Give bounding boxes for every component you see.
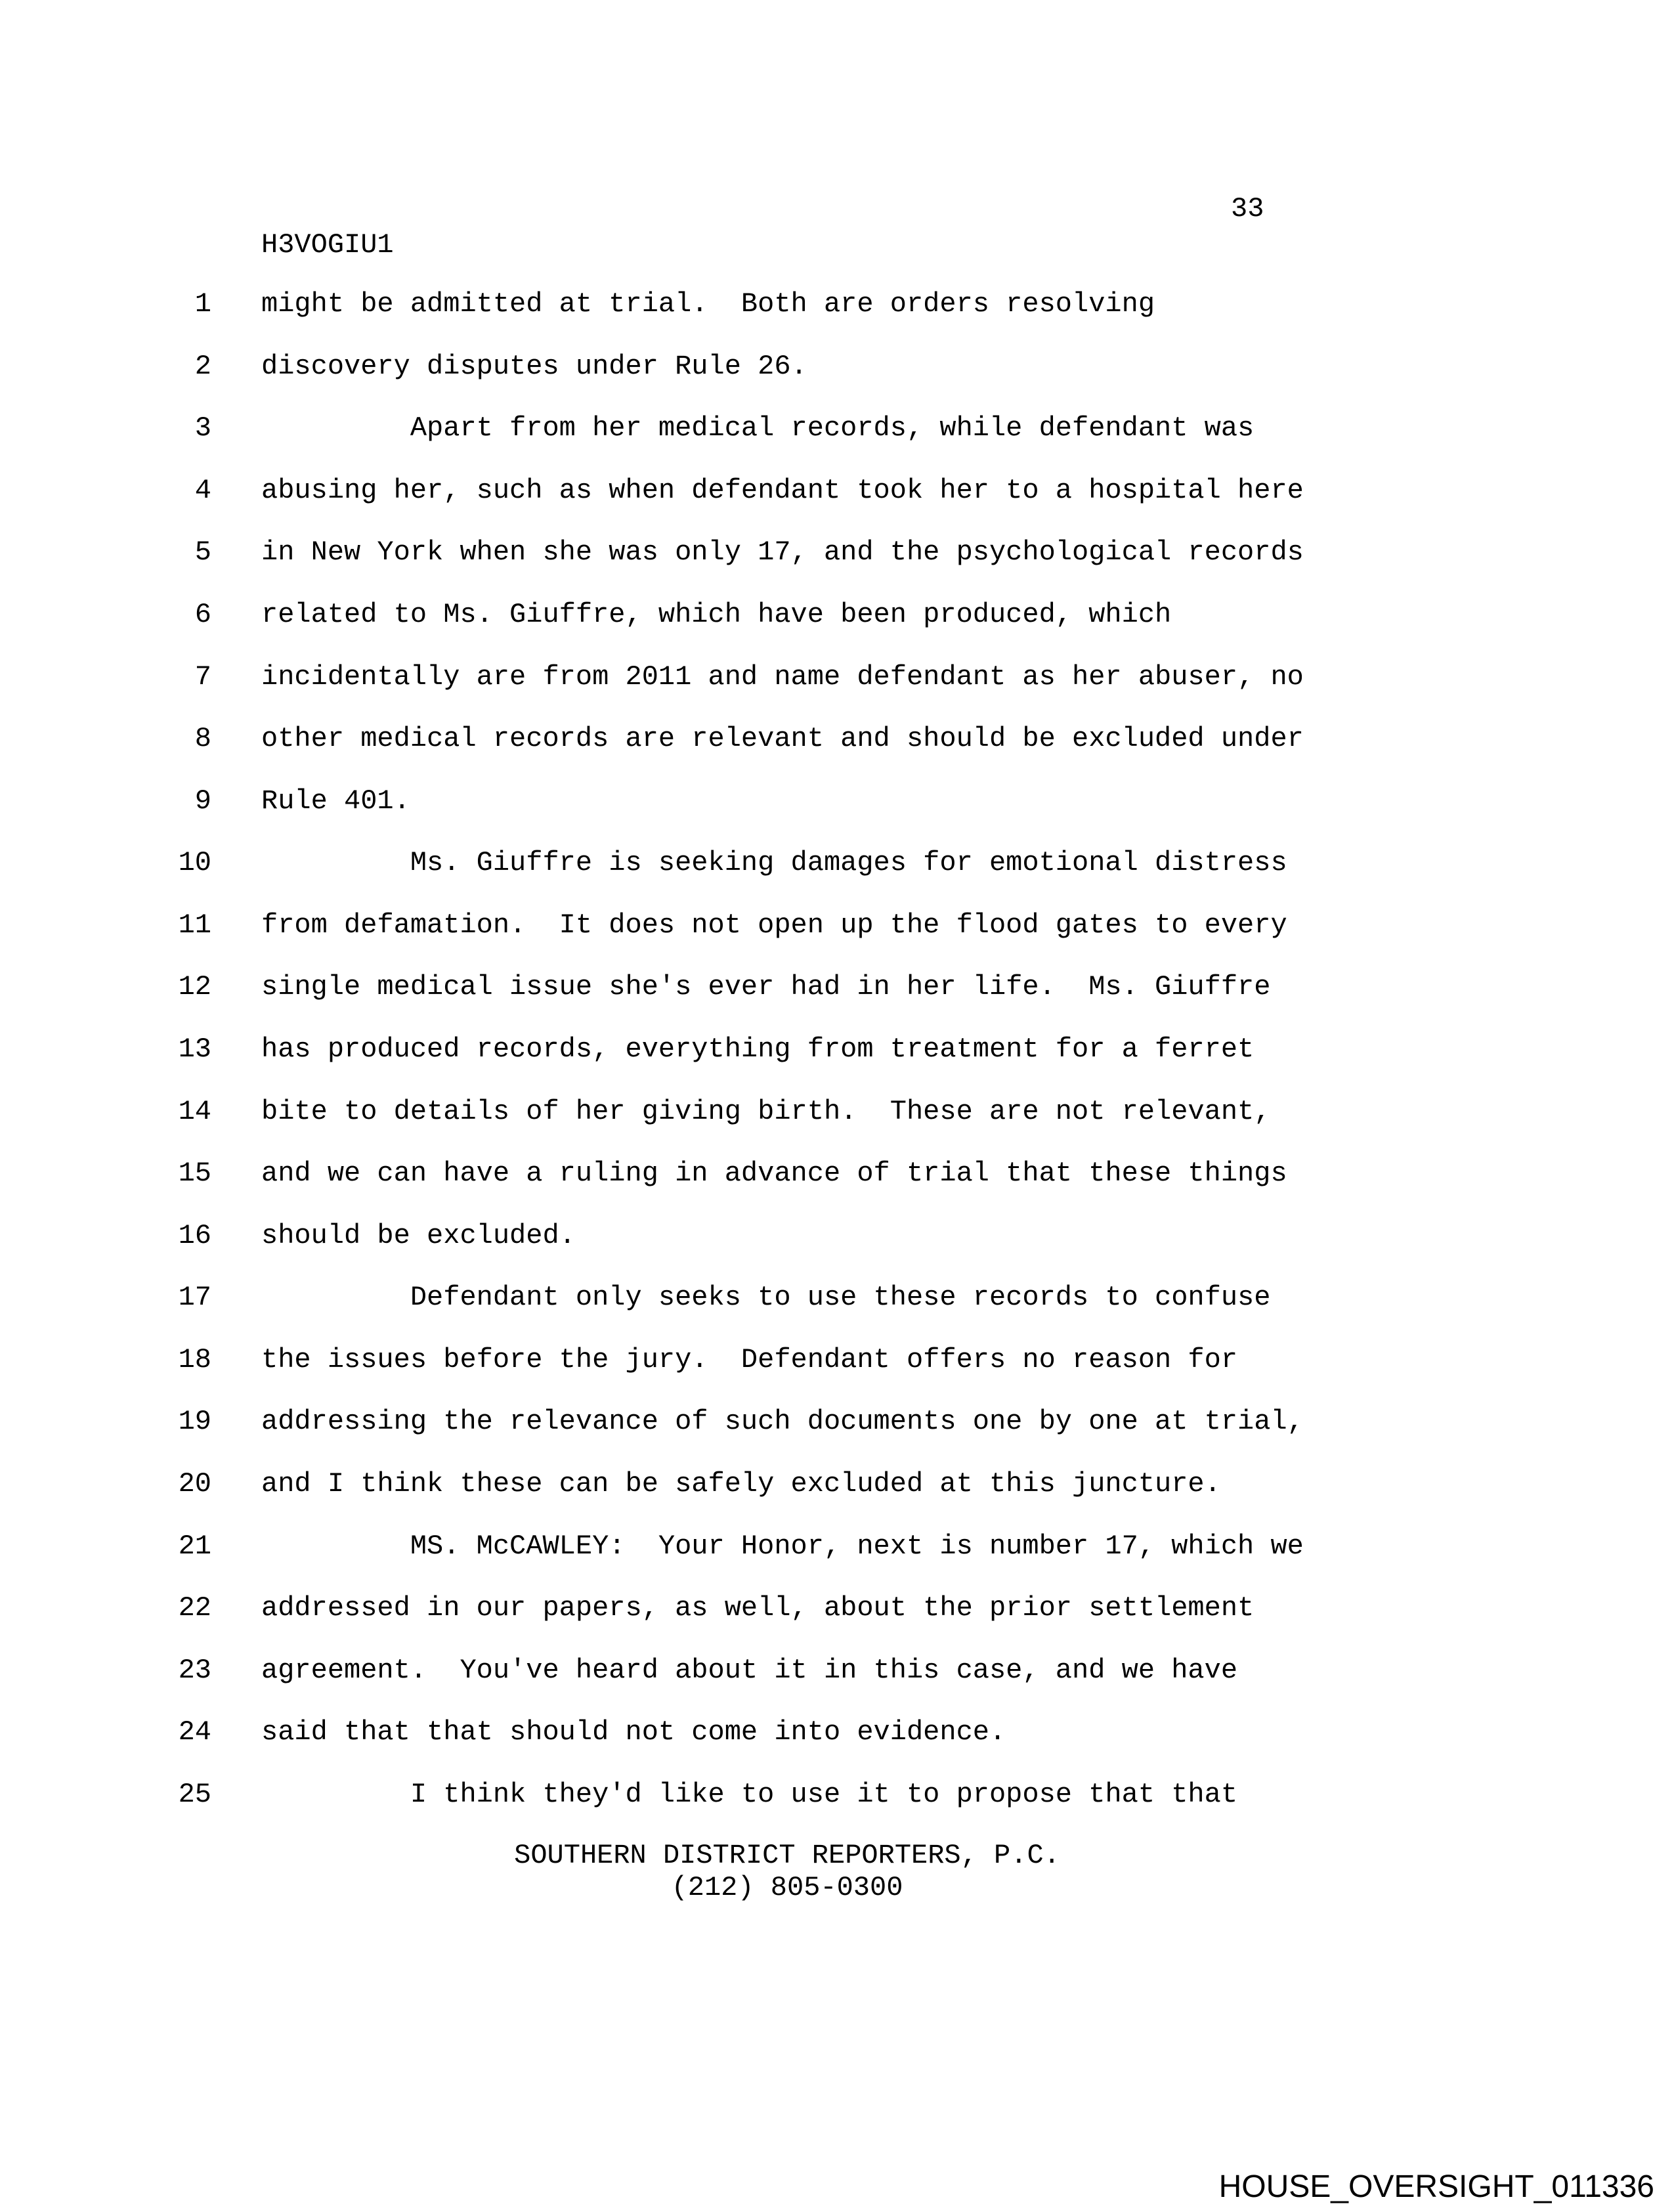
line-text: discovery disputes under Rule 26. — [261, 351, 807, 382]
line-text: I think they'd like to use it to propose that that — [261, 1779, 1238, 1810]
line-number: 8 — [194, 723, 211, 754]
line-number: 7 — [194, 661, 211, 693]
transcript-line — [0, 1781, 1674, 1813]
transcript-line — [0, 725, 1674, 758]
line-text: addressed in our papers, as well, about the prior settlement — [261, 1592, 1255, 1624]
line-text: Defendant only seeks to use these records to confuse — [261, 1282, 1271, 1313]
line-number: 14 — [178, 1096, 211, 1127]
line-number: 9 — [194, 785, 211, 817]
transcript-line — [0, 973, 1674, 1006]
line-text: has produced records, everything from treatment for a ferret — [261, 1033, 1255, 1065]
transcript-line — [0, 1098, 1674, 1131]
line-number: 1 — [194, 288, 211, 320]
transcript-line — [0, 1657, 1674, 1689]
line-text: Ms. Giuffre is seeking damages for emotional distress — [261, 847, 1287, 878]
line-number: 19 — [178, 1406, 211, 1437]
line-number: 10 — [178, 847, 211, 878]
line-text: might be admitted at trial. Both are orders resolving — [261, 288, 1155, 320]
transcript-line — [0, 601, 1674, 634]
transcript-header-id: H3VOGIU1 — [261, 229, 394, 261]
transcript-line — [0, 1718, 1674, 1751]
line-number: 4 — [194, 475, 211, 506]
line-number: 6 — [194, 599, 211, 630]
line-number: 3 — [194, 412, 211, 444]
line-text: Rule 401. — [261, 785, 410, 817]
line-text: the issues before the jury. Defendant offers no reason for — [261, 1344, 1238, 1376]
line-text: incidentally are from 2011 and name defendant as her abuser, no — [261, 661, 1304, 693]
transcript-line — [0, 1594, 1674, 1627]
line-text: abusing her, such as when defendant took her to a hospital here — [261, 475, 1304, 506]
transcript-line — [0, 1160, 1674, 1192]
line-text: related to Ms. Giuffre, which have been produced, which — [261, 599, 1172, 630]
reporter-phone-footer: (212) 805-0300 — [671, 1872, 903, 1903]
line-text: and I think these can be safely excluded at this juncture. — [261, 1468, 1221, 1500]
line-text: single medical issue she's ever had in her life. Ms. Giuffre — [261, 971, 1271, 1003]
line-number: 17 — [178, 1282, 211, 1313]
line-number: 11 — [178, 909, 211, 941]
transcript-line — [0, 290, 1674, 323]
line-text: said that that should not come into evidence. — [261, 1716, 1006, 1748]
line-text: addressing the relevance of such documents one by one at trial, — [261, 1406, 1304, 1437]
line-text: agreement. You've heard about it in this case, and we have — [261, 1655, 1238, 1686]
line-number: 16 — [178, 1220, 211, 1251]
line-text: Apart from her medical records, while defendant was — [261, 412, 1255, 444]
line-number: 12 — [178, 971, 211, 1003]
line-number: 21 — [178, 1530, 211, 1562]
line-number: 23 — [178, 1655, 211, 1686]
transcript-line — [0, 663, 1674, 696]
transcript-line — [0, 538, 1674, 571]
transcript-line — [0, 787, 1674, 820]
line-number: 20 — [178, 1468, 211, 1500]
line-number: 24 — [178, 1716, 211, 1748]
transcript-line — [0, 1532, 1674, 1565]
transcript-line — [0, 1346, 1674, 1379]
line-text: MS. McCAWLEY: Your Honor, next is number 17, which we — [261, 1530, 1304, 1562]
line-text: in New York when she was only 17, and the psychological records — [261, 536, 1304, 568]
transcript-line — [0, 1408, 1674, 1441]
line-text: and we can have a ruling in advance of trial that these things — [261, 1158, 1287, 1189]
bates-stamp-watermark: HOUSE_OVERSIGHT_011336 — [1218, 2169, 1654, 2204]
line-number: 22 — [178, 1592, 211, 1624]
line-number: 13 — [178, 1033, 211, 1065]
line-number: 25 — [178, 1779, 211, 1810]
transcript-line — [0, 477, 1674, 510]
transcript-line — [0, 911, 1674, 944]
line-number: 15 — [178, 1158, 211, 1189]
transcript-line — [0, 849, 1674, 882]
transcript-line — [0, 1284, 1674, 1316]
transcript-line — [0, 1222, 1674, 1255]
line-text: bite to details of her giving birth. These are not relevant, — [261, 1096, 1271, 1127]
line-number: 18 — [178, 1344, 211, 1376]
line-number: 5 — [194, 536, 211, 568]
transcript-line — [0, 1470, 1674, 1503]
line-text: should be excluded. — [261, 1220, 576, 1251]
transcript-line — [0, 414, 1674, 447]
line-text: other medical records are relevant and should be excluded under — [261, 723, 1304, 754]
page-number: 33 — [1231, 193, 1264, 225]
line-number: 2 — [194, 351, 211, 382]
transcript-line — [0, 353, 1674, 385]
reporter-name-footer: SOUTHERN DISTRICT REPORTERS, P.C. — [514, 1840, 1060, 1871]
line-text: from defamation. It does not open up the flood gates to every — [261, 909, 1287, 941]
transcript-line — [0, 1035, 1674, 1068]
